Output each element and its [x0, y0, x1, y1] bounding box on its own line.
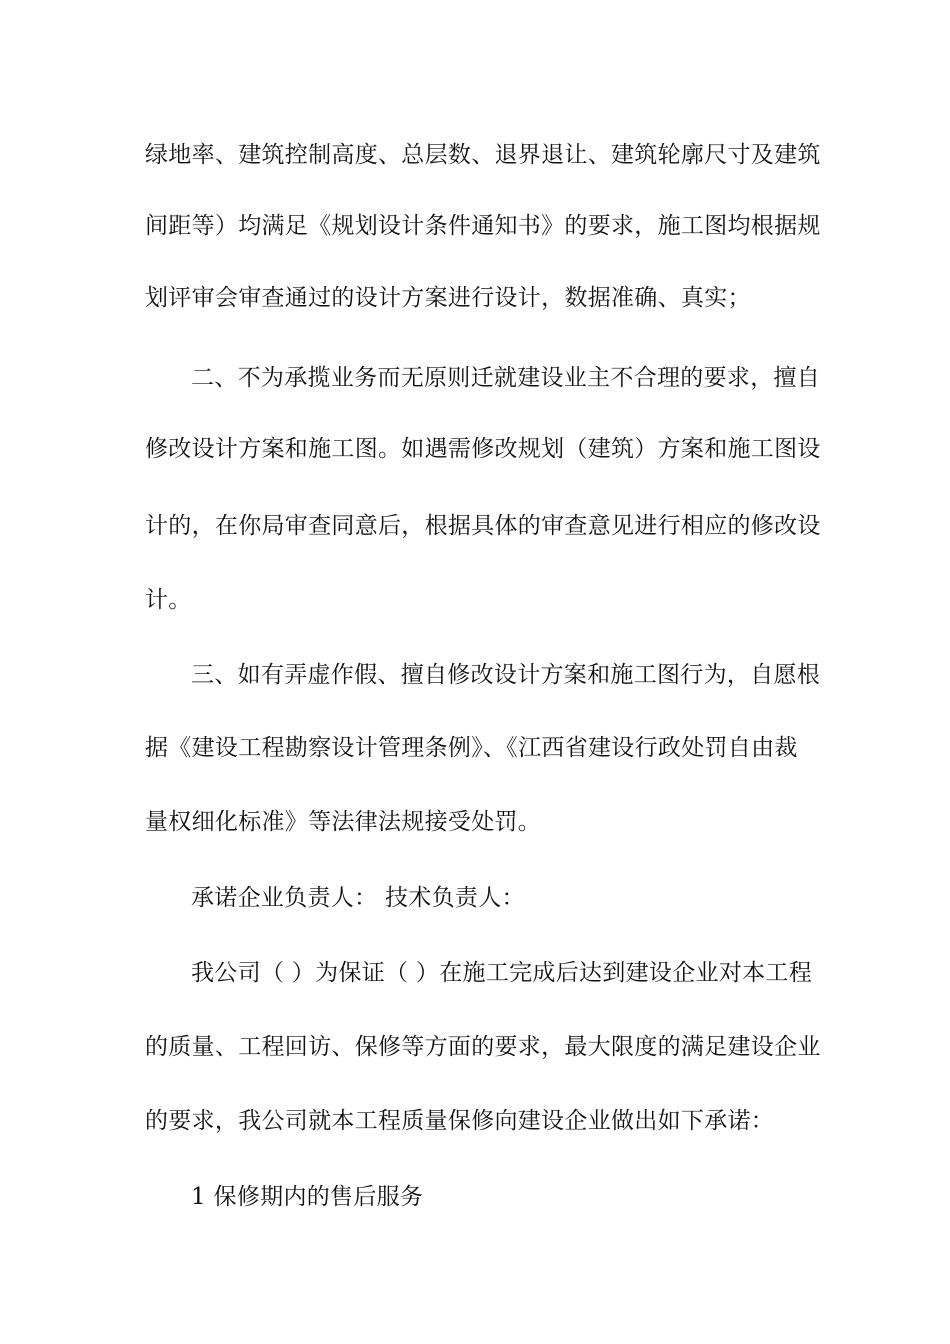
section-two-line-3: 计的，在你局审查同意后，根据具体的审查意见进行相应的修改设: [145, 513, 821, 539]
signature-line: 承诺企业负责人： 技术负责人：: [191, 885, 525, 911]
section-two-line-1: 二、不为承揽业务而无原则迁就建设业主不合理的要求，擅自: [191, 365, 821, 391]
section-two-line-4: 计。: [145, 587, 192, 613]
paragraph-line-3: 划评审会审查通过的设计方案进行设计，数据准确、真实；: [145, 285, 751, 311]
paragraph-line-1: 绿地率、建筑控制高度、总层数、退界退让、建筑轮廓尺寸及建筑: [145, 142, 821, 168]
section-three-line-2: 据《建设工程勘察设计管理条例》、《江西省建设行政处罚自由裁: [145, 735, 798, 761]
subsection-heading: 1 保修期内的售后服务: [191, 1184, 424, 1210]
section-two-line-2: 修改设计方案和施工图。如遇需修改规划（建筑）方案和施工图设: [145, 436, 821, 462]
commitment-line-3: 的要求，我公司就本工程质量保修向建设企业做出如下承诺：: [145, 1108, 775, 1134]
section-three-line-3: 量权细化标准》等法律法规接受处罚。: [145, 809, 542, 835]
section-three-line-1: 三、如有弄虚作假、擅自修改设计方案和施工图行为，自愿根: [191, 662, 821, 688]
commitment-line-1: 我公司（ ）为保证（ ）在施工完成后达到建设企业对本工程: [191, 960, 813, 986]
paragraph-line-2: 间距等）均满足《规划设计条件通知书》的要求，施工图均根据规: [145, 213, 821, 239]
commitment-line-2: 的质量、工程回访、保修等方面的要求，最大限度的满足建设企业: [145, 1034, 821, 1060]
